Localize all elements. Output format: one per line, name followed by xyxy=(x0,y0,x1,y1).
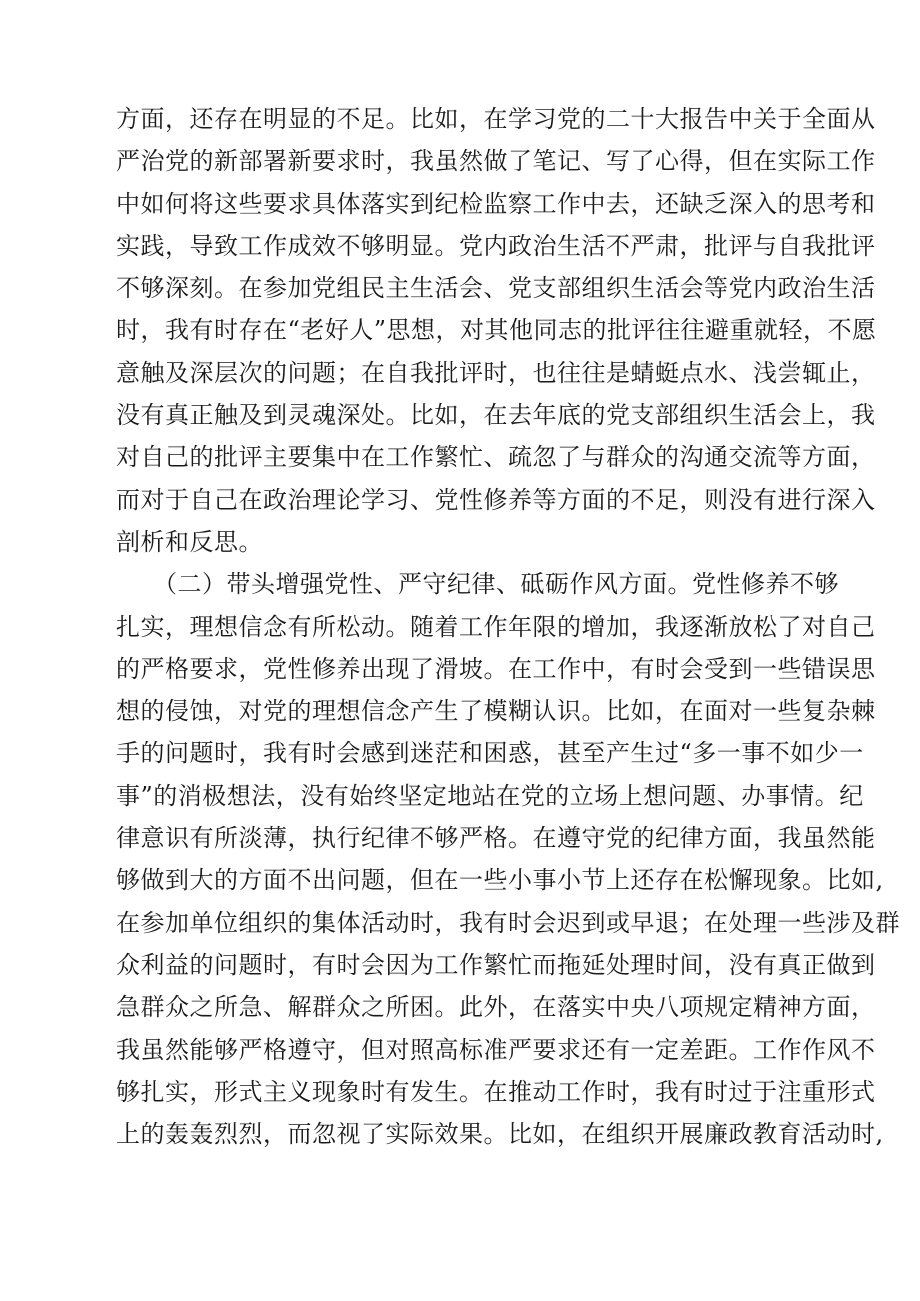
text-line: 而对于自己在政治理论学习、党性修养等方面的不足，则没有进行深入 xyxy=(116,485,876,514)
text-line: 意触及深层次的问题；在自我批评时，也往往是蜻蜓点水、浅尝辄止， xyxy=(116,358,876,387)
text-line: 律意识有所淡薄，执行纪律不够严格。在遵守党的纪律方面，我虽然能 xyxy=(116,824,876,853)
text-line: 上的轰轰烈烈，而忽视了实际效果。比如，在组织开展廉政教育活动时, xyxy=(116,1120,884,1149)
text-line: 我虽然能够严格遵守，但对照高标准严要求还有一定差距。工作作风不 xyxy=(116,1035,876,1064)
text-line-paragraph-end: 剖析和反思。 xyxy=(116,527,263,556)
text-line: 在参加单位组织的集体活动时，我有时会迟到或早退；在处理一些涉及群 xyxy=(116,908,900,937)
text-line: 方面，还存在明显的不足。比如，在学习党的二十大报告中关于全面从 xyxy=(116,105,876,133)
text-line: 够做到大的方面不出问题，但在一些小事小节上还存在松懈现象。比如, xyxy=(116,866,884,895)
text-line: 手的问题时，我有时会感到迷茫和困惑，甚至产生过“多一事不如少一 xyxy=(116,739,864,768)
text-line: 中如何将这些要求具体落实到纪检监察工作中去，还缺乏深入的思考和 xyxy=(116,189,876,218)
text-line: 扎实，理想信念有所松动。随着工作年限的增加，我逐渐放松了对自己 xyxy=(116,612,876,641)
text-line-section-heading: （二）带头增强党性、严守纪律、砥砺作风方面。党性修养不够 xyxy=(116,570,839,599)
text-line: 想的侵蚀，对党的理想信念产生了模糊认识。比如，在面对一些复杂棘 xyxy=(116,697,876,726)
text-line: 不够深刻。在参加党组民主生活会、党支部组织生活会等党内政治生活 xyxy=(116,274,876,303)
text-line: 实践，导致工作成效不够明显。党内政治生活不严肃，批评与自我批评 xyxy=(116,231,876,260)
text-line: 众利益的问题时，有时会因为工作繁忙而拖延处理时间，没有真正做到 xyxy=(116,950,876,979)
text-line: 急群众之所急、解群众之所困。此外，在落实中央八项规定精神方面， xyxy=(116,993,876,1022)
body-text xyxy=(116,98,900,1155)
text-line: 没有真正触及到灵魂深处。比如，在去年底的党支部组织生活会上，我 xyxy=(116,401,876,430)
text-line: 时，我有时存在“老好人”思想，对其他同志的批评往往避重就轻，不愿 xyxy=(116,316,877,345)
text-line: 够扎实，形式主义现象时有发生。在推动工作时，我有时过于注重形式 xyxy=(116,1077,876,1106)
text-line: 严治党的新部署新要求时，我虽然做了笔记、写了心得，但在实际工作 xyxy=(116,147,876,176)
text-line: 的严格要求，党性修养出现了滑坡。在工作中，有时会受到一些错误思 xyxy=(116,654,876,683)
text-line: 对自己的批评主要集中在工作繁忙、疏忽了与群众的沟通交流等方面， xyxy=(116,443,876,472)
text-line: 事”的消极想法，没有始终坚定地站在党的立场上想问题、办事情。纪 xyxy=(116,781,864,810)
